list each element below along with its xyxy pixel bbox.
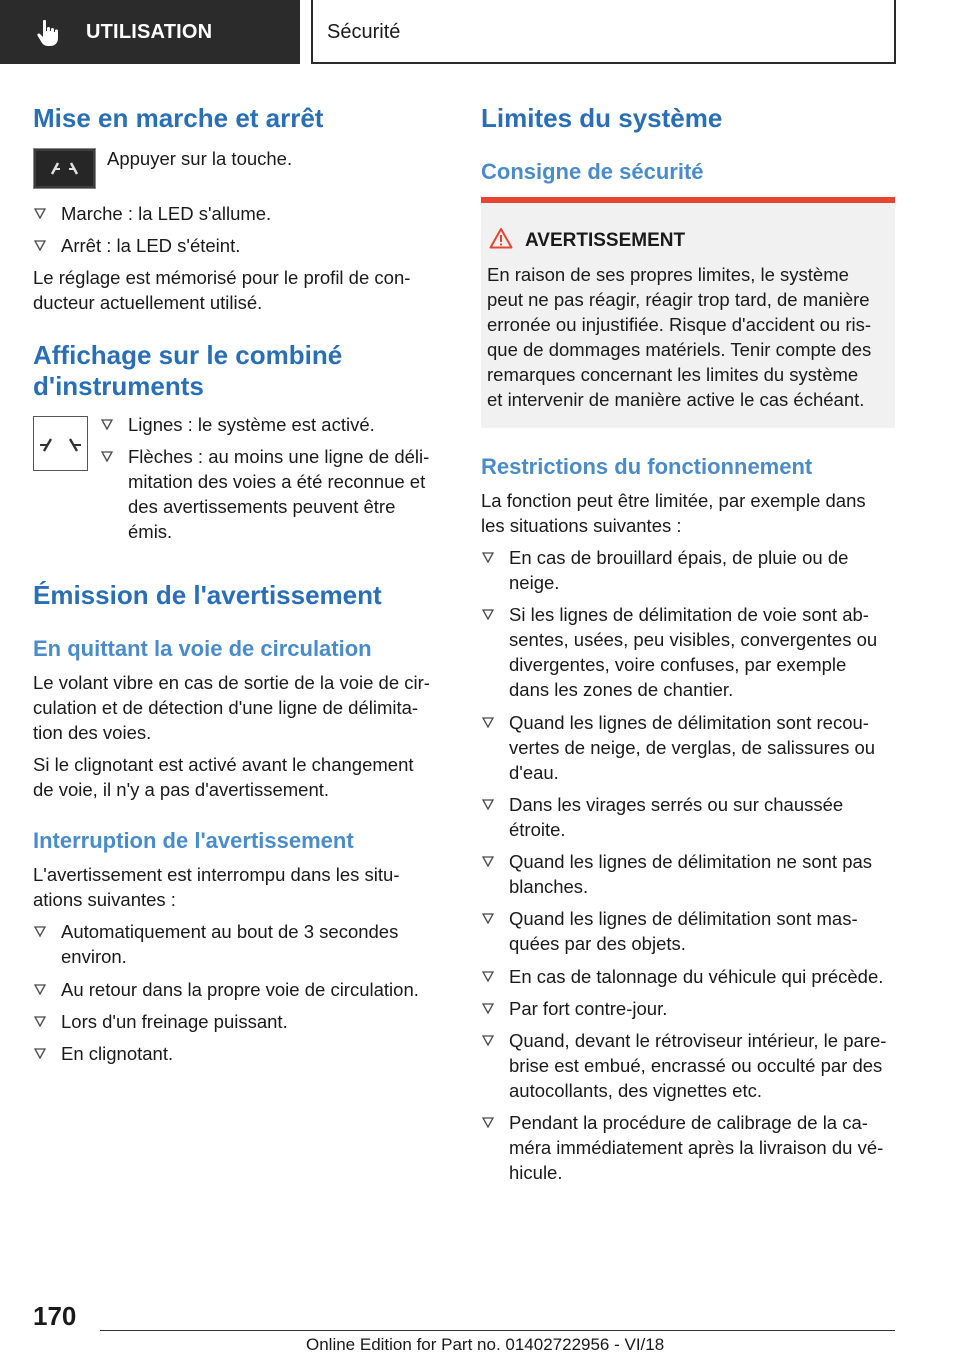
list-item: Automatiquement au bout de 3 secondes environ. [33,919,438,969]
bullet-triangle-icon [100,444,114,469]
lane-departure-button-icon [34,149,95,188]
bullet-triangle-icon [481,792,495,817]
instrument-display-image [33,416,88,471]
text-fonction-1: La fonction peut être limitée, par exemple dans [481,490,866,511]
list-item: Flèches : au moins une ligne de déli‐ mitation des voies a été reconnue et des avertissements peuvent être émis. [100,444,438,544]
text-reglage-2: ducteur actuellement utilisé. [33,292,263,313]
text-volant-3: tion des voies. [33,722,152,743]
footer-divider [100,1330,895,1331]
bullet-triangle-icon [33,1041,47,1066]
bullet-triangle-icon [100,412,114,437]
list-item: Quand les lignes de délimitation ne sont pas blanches. [481,849,895,899]
pointing-hand-icon [34,18,64,48]
bullet-triangle-icon [481,906,495,931]
header-section-label: UTILISATION [86,21,213,43]
heading-consigne: Consigne de sécurité [481,159,704,184]
warning-line: En raison de ses propres limites, le système [487,264,849,285]
warning-line: que de dommages matériels. Tenir compte des [487,339,872,360]
list-item: Pendant la procédure de calibrage de la ca‐ méra immédiatement après la livraison du vé‐ hicule. [481,1110,895,1185]
list-item: Dans les virages serrés ou sur chaussée étroite. [481,792,895,842]
warning-line: peut ne pas réagir, réagir trop tard, de manière [487,289,870,310]
header-section-tab [0,0,300,64]
heading-restrictions: Restrictions du fonctionnement [481,454,813,479]
text-reglage-1: Le réglage est mémorisé pour le profil de con‐ [33,267,411,288]
bullet-triangle-icon [481,545,495,570]
text-fonction-2: les situations suivantes : [481,515,682,536]
heading-emission: Émission de l'avertissement [33,580,382,610]
text-clignotant-2: de voie, il n'y a pas d'avertissement. [33,779,330,800]
warning-box [481,197,895,428]
lane-button-image [33,148,96,189]
text-appuyer: Appuyer sur la touche. [107,148,293,169]
heading-quittant: En quittant la voie de circulation [33,636,372,661]
warning-line: erronée ou injustifiée. Risque d'accident ou ris‐ [487,314,872,335]
lane-lines-display-icon [34,417,87,470]
text-volant-2: culation et de détection d'une ligne de délimita‐ [33,697,419,718]
bullet-triangle-icon [33,233,47,258]
text-interrompu-2: ations suivantes : [33,889,176,910]
page-number: 170 [33,1301,77,1331]
bullet-triangle-icon [481,964,495,989]
heading-interruption: Interruption de l'avertissement [33,828,354,853]
list-item: Quand, devant le rétroviseur intérieur, le pare- brise est embué, encrassé ou occulté par des autocollants, des vignettes etc. [481,1028,895,1103]
heading-affichage-2: d'instruments [33,371,204,401]
page-title: Sécurité [327,21,401,43]
text-interrompu-1: L'avertissement est interrompu dans les situ‐ [33,864,400,885]
bullet-triangle-icon [481,602,495,627]
text-volant-1: Le volant vibre en cas de sortie de la voie de cir‐ [33,672,430,693]
warning-triangle-icon [489,227,513,249]
bullet-triangle-icon [481,849,495,874]
heading-mise-en-marche: Mise en marche et arrêt [33,103,324,133]
bullet-triangle-icon [33,201,47,226]
bullet-triangle-icon [481,1028,495,1053]
header-title-box [311,0,896,64]
text-clignotant-1: Si le clignotant est activé avant le changement [33,754,414,775]
list-item: Quand les lignes de délimitation sont mas‐ quées par des objets. [481,906,895,956]
warning-line: remarques concernant les limites du système [487,364,859,385]
bullet-triangle-icon [33,919,47,944]
bullet-triangle-icon [481,1110,495,1135]
bullet-triangle-icon [33,1009,47,1034]
bullet-triangle-icon [481,710,495,735]
bullet-triangle-icon [33,977,47,1002]
list-item: Si les lignes de délimitation de voie sont ab‐ sentes, usées, peu visibles, convergentes ou divergentes, voire confuses, par exemple dans les zones de chantier. [481,602,895,702]
heading-limites: Limites du système [481,103,723,133]
warning-title: AVERTISSEMENT [525,230,686,251]
bullet-triangle-icon [481,996,495,1021]
list-item: En cas de brouillard épais, de pluie ou de neige. [481,545,895,595]
heading-affichage-1: Affichage sur le combiné [33,340,343,370]
footer-edition: Online Edition for Part no. 01402722956 - VI/18 [306,1335,665,1354]
warning-line: et intervenir de manière active le cas échéant. [487,389,865,410]
list-item: Quand les lignes de délimitation sont recou‐ vertes de neige, de verglas, de salissures ou d'eau. [481,710,895,785]
